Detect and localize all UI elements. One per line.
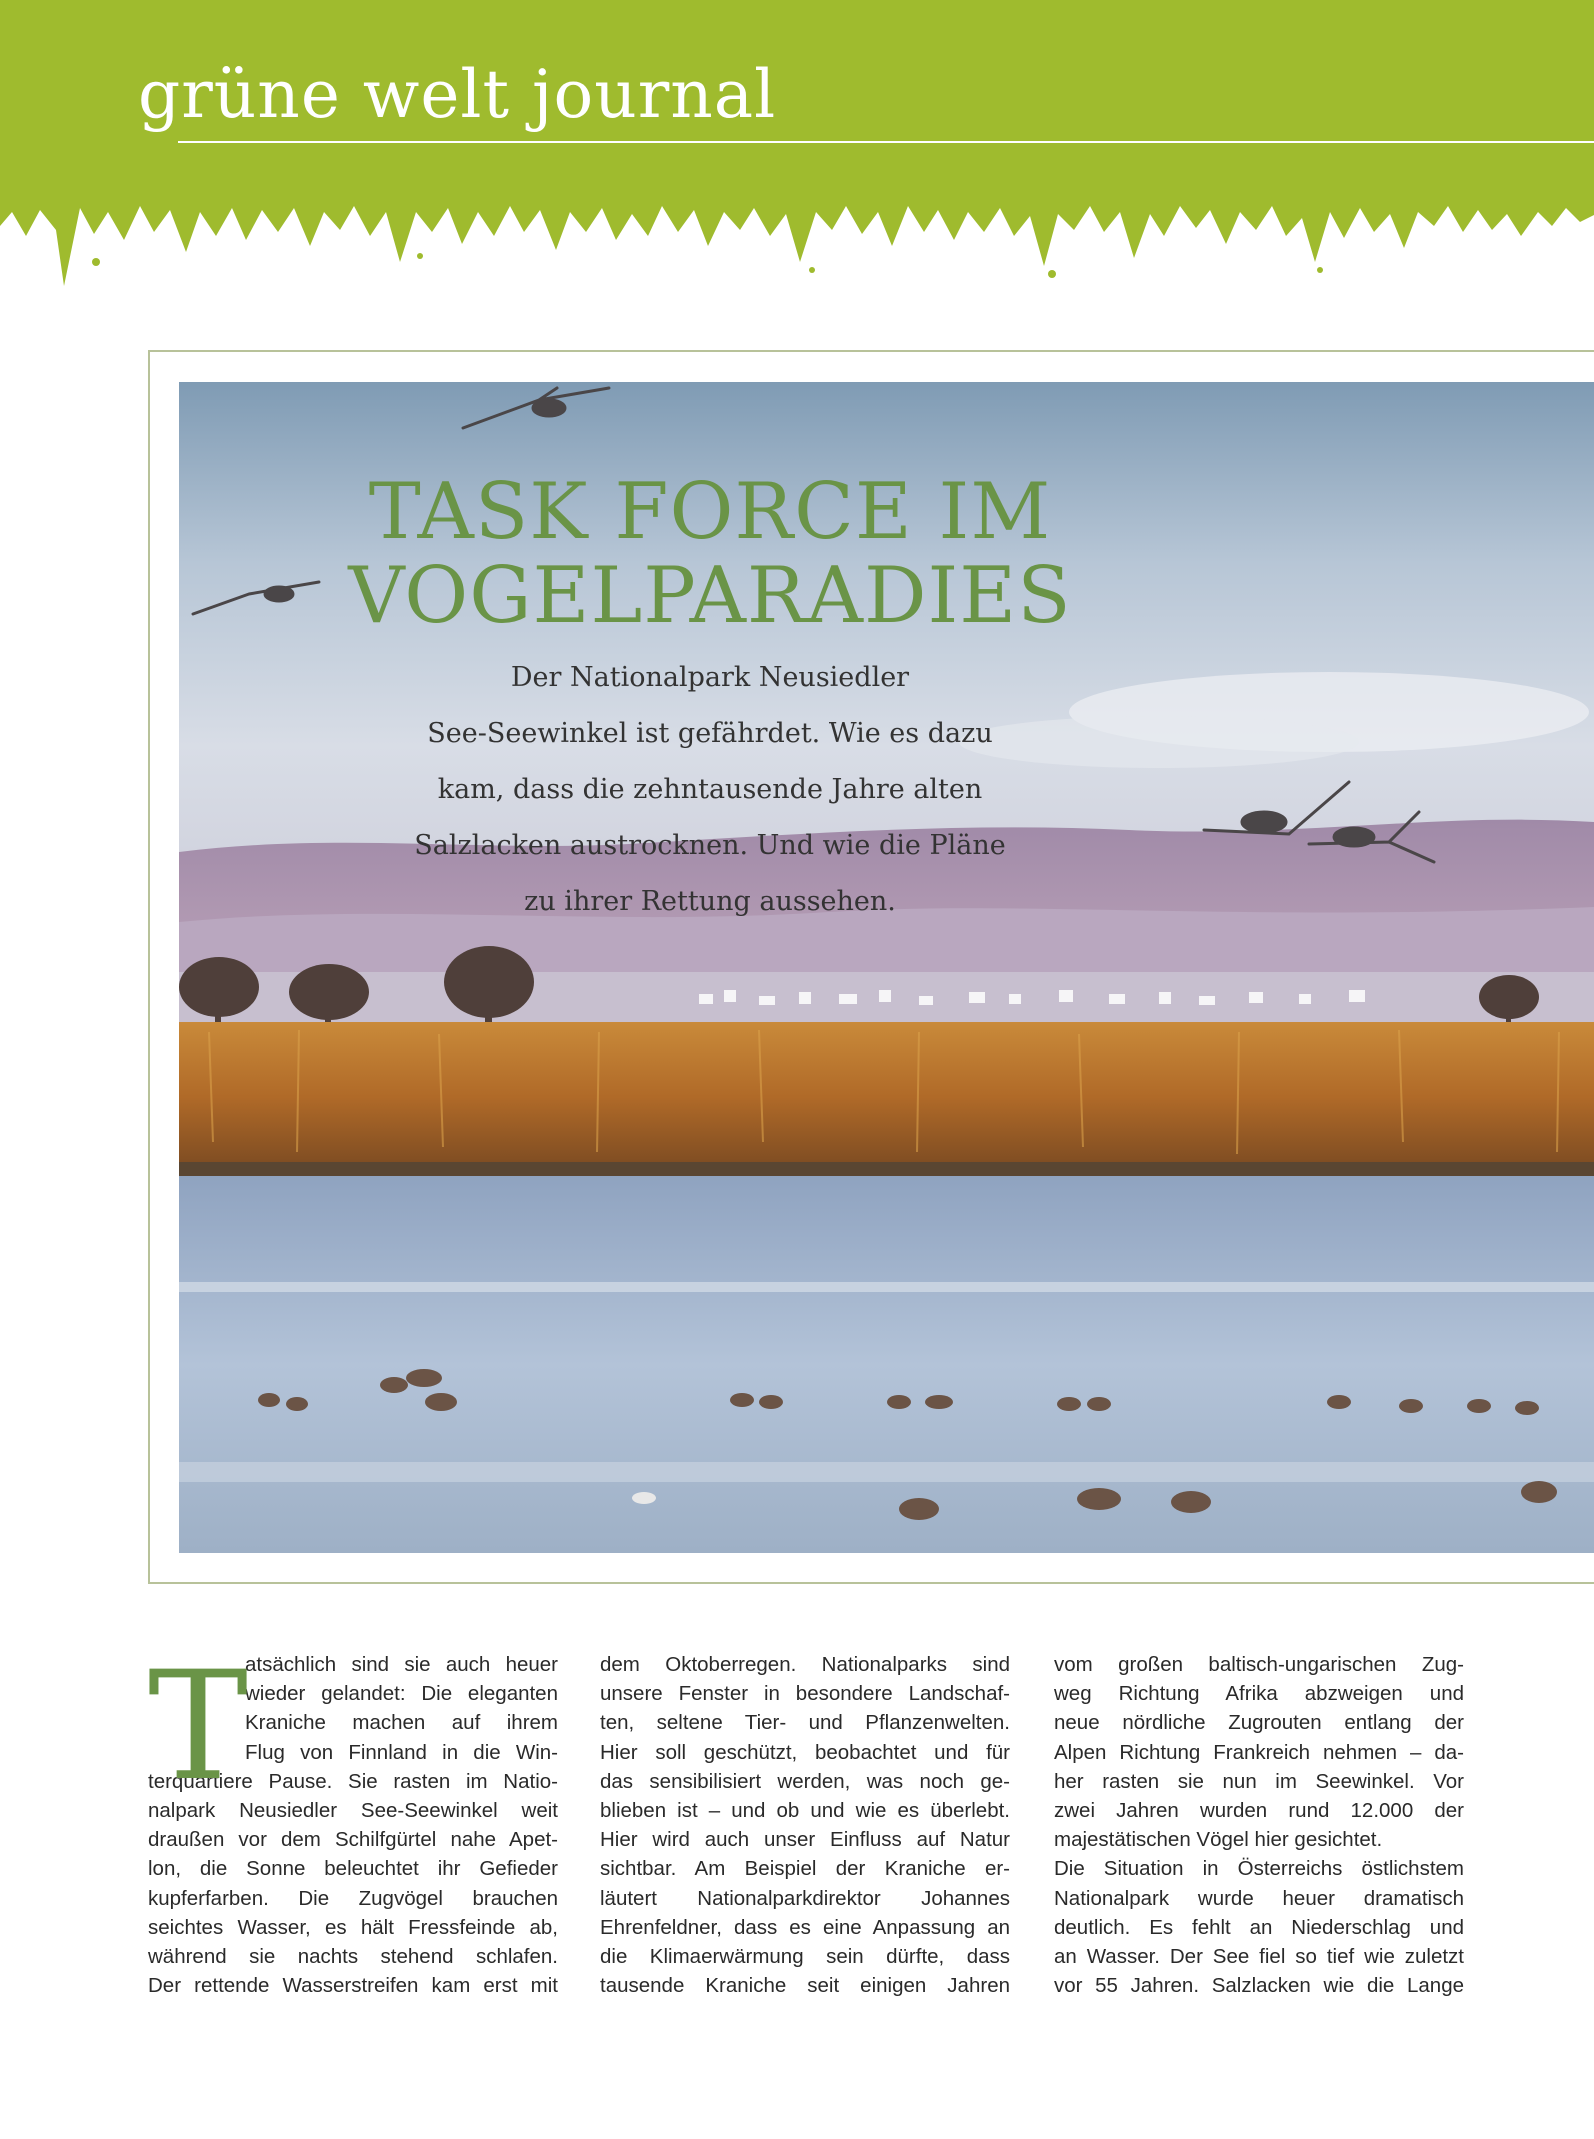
text-line: Alpen Richtung Frankreich nehmen – da-: [1054, 1740, 1464, 1764]
lede-line: Der Nationalpark Neusiedler: [510, 662, 910, 693]
text-line: draußen vor dem Schilfgürtel nahe Apet-: [148, 1828, 558, 1852]
text-line: Ehrenfeldner, dass es eine Anpassung an: [600, 1915, 1010, 1939]
journal-title: grüne welt journal: [138, 56, 777, 133]
text-line: an Wasser. Der See fiel so tief wie zuletzt: [1054, 1945, 1464, 1969]
lede-line: zu ihrer Rettung aussehen.: [524, 886, 896, 917]
text-line: während sie nachts stehend schlafen.: [148, 1945, 558, 1969]
lede-line: Salzlacken austrocknen. Und wie die Pläne: [414, 830, 1006, 861]
text-line: lon, die Sonne beleuchtet ihr Gefieder: [148, 1857, 558, 1881]
header-rule: [178, 141, 1594, 143]
text-line: atsächlich sind sie auch heuer: [245, 1653, 558, 1676]
lede-line: See-Seewinkel ist gefährdet. Wie es dazu: [427, 718, 993, 749]
text-line: vom großen baltisch-ungarischen Zug-: [1054, 1653, 1464, 1676]
text-line: weg Richtung Afrika abzweigen und: [1054, 1682, 1464, 1706]
text-line: läutert Nationalparkdirektor Johannes: [600, 1886, 1010, 1910]
text-line: das sensibilisiert werden, was noch ge-: [600, 1769, 1010, 1793]
text-line: deutlich. Es fehlt an Niederschlag und: [1054, 1915, 1464, 1939]
text-column-2: [600, 1650, 1010, 2000]
text-line: wieder gelandet: Die eleganten: [245, 1682, 558, 1706]
headline-line: TASK FORCE IM: [368, 467, 1052, 557]
grass-band-graphic: [0, 0, 1594, 300]
text-line: Die Situation in Österreichs östlichstem: [1054, 1857, 1464, 1881]
text-line: sichtbar. Am Beispiel der Kraniche er-: [600, 1857, 1010, 1881]
text-line: vor 55 Jahren. Salzlacken wie die Lange: [1054, 1974, 1464, 1998]
article-lede: [380, 650, 1040, 930]
text-line: neue nördliche Zugrouten entlang der: [1054, 1711, 1464, 1735]
text-line: Flug von Finnland in die Win-: [245, 1740, 558, 1764]
text-line: Hier wird auch unser Einfluss auf Natur: [600, 1828, 1010, 1852]
masthead: [0, 0, 1594, 300]
text-line: seichtes Wasser, es hält Fressfeinde ab,: [148, 1915, 558, 1939]
drop-cap: T: [148, 1640, 249, 1814]
text-column-1: [148, 1640, 558, 2000]
text-line: terquartiere Pause. Sie rasten im Natio-: [148, 1769, 558, 1793]
text-line: die Klimaerwärmung sein dürfte, dass: [600, 1945, 1010, 1969]
text-line: blieben ist – und ob und wie es überlebt.: [600, 1799, 1010, 1823]
text-line: Nationalpark wurde heuer dramatisch: [1054, 1886, 1464, 1910]
text-line: unsere Fenster in besondere Landschaf-: [600, 1682, 1010, 1706]
text-line: Der rettende Wasserstreifen kam erst mit: [148, 1974, 558, 1998]
headline-line: VOGELPARADIES: [348, 551, 1072, 641]
text-line: dem Oktoberregen. Nationalparks sind: [600, 1653, 1010, 1676]
text-line: Hier soll geschützt, beobachtet und für: [600, 1740, 1010, 1764]
text-line: nalpark Neusiedler See-Seewinkel weit: [148, 1799, 558, 1823]
text-line: kupferfarben. Die Zugvögel brauchen: [148, 1886, 558, 1910]
text-column-3: [1054, 1650, 1464, 2000]
text-line: majestätischen Vögel hier gesichtet.: [1054, 1828, 1383, 1852]
text-line: Kraniche machen auf ihrem: [245, 1711, 558, 1735]
article-body: [148, 1640, 1468, 2050]
text-line: tausende Kraniche seit einigen Jahren: [600, 1974, 1010, 1998]
article-headline: [260, 467, 1160, 641]
text-line: her rasten sie nun im Seewinkel. Vor: [1054, 1769, 1464, 1793]
lede-line: kam, dass die zehntausende Jahre alten: [437, 774, 983, 805]
text-line: ten, seltene Tier- und Pflanzenwelten.: [600, 1711, 1010, 1735]
text-line: zwei Jahren wurden rund 12.000 der: [1054, 1799, 1464, 1823]
